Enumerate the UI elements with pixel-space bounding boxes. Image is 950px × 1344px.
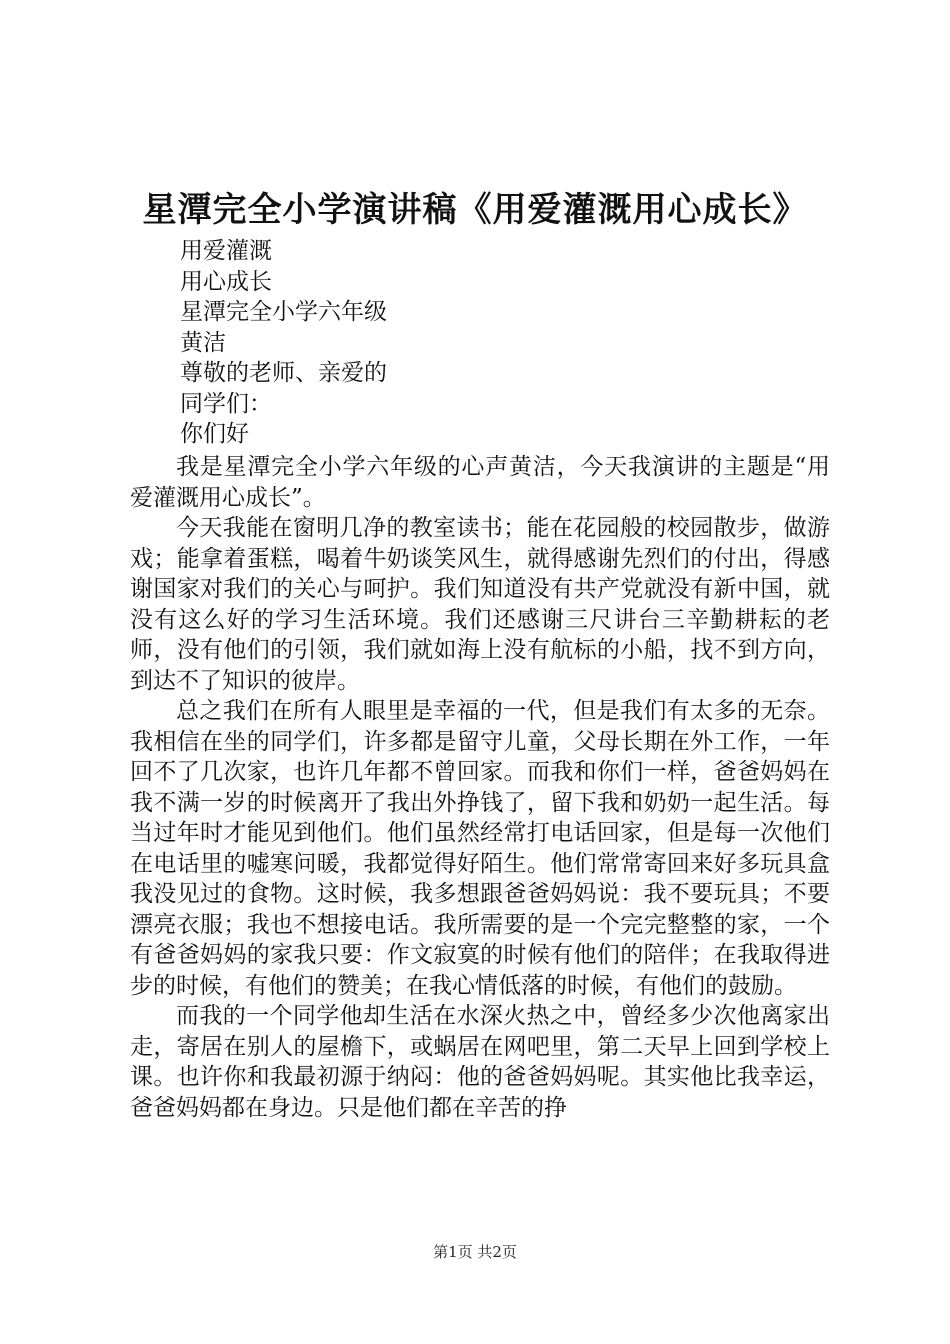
paragraph-gratitude: 今天我能在窗明几净的教室读书；能在花园般的校园散步，做游戏；能拿着蛋糕，喝着牛奶谈笑风生，就得感谢先烈们的付出，得感谢国家对我们的关心与呵护。我们知道没有共产党就没有新中国，就没有这么好的学习生活环境。我们还感谢三尺讲台三辛勤耕耘的老师，没有他们的引领，我们就如海上没有航标的小船，找不到方向，到达不了知识的彼岸。 bbox=[130, 515, 830, 694]
header-line-subtitle-2: 用心成长 bbox=[180, 268, 272, 295]
header-line-author: 黄洁 bbox=[180, 329, 226, 356]
document-title: 星潭完全小学演讲稿《用爱灌溉用心成长》 bbox=[142, 190, 808, 230]
paragraph-left-behind: 总之我们在所有人眼里是幸福的一代，但是我们有太多的无奈。我相信在坐的同学们，许多都是留守儿童，父母长期在外工作，一年回不了几次家，也许几年都不曾回家。而我和你们一样，爸爸妈妈在我不满一岁的时候离开了我出外挣钱了，留下我和奶奶一起生活。每当过年时才能见到他们。他们虽然经常打电话回家，但是每一次他们在电话里的嘘寒问暖，我都觉得好陌生。他们常常寄回来好多玩具盒我没见过的食物。这时候，我多想跟爸爸妈妈说：我不要玩具；不要漂亮衣服；我也不想接电话。我所需要的是一个完完整整的家，一个有爸爸妈妈的家我只要：作文寂寞的时候有他们的陪伴；在我取得进步的时候，有他们的赞美；在我心情低落的时候，有他们的鼓励。 bbox=[130, 698, 830, 999]
header-line-greeting: 你们好 bbox=[180, 421, 249, 447]
speech-body bbox=[130, 452, 830, 1123]
header-line-salutation-2: 同学们： bbox=[180, 390, 272, 417]
page-number: 第1页 共2页 bbox=[433, 1243, 517, 1261]
header-line-salutation-1: 尊敬的老师、亲爱的 bbox=[180, 360, 387, 386]
header-line-subtitle-1: 用爱灌溉 bbox=[180, 238, 272, 264]
header-line-school: 星潭完全小学六年级 bbox=[180, 299, 387, 325]
speech-header bbox=[180, 236, 830, 450]
paragraph-classmate: 而我的一个同学他却生活在水深火热之中，曾经多少次他离家出走，寄居在别人的屋檐下，或蜗居在网吧里，第二天早上回到学校上课。也许你和我最初源于纳闷：他的爸爸妈妈呢。其实他比我幸运，爸爸妈妈都在身边。只是他们都在辛苦的挣 bbox=[130, 1003, 830, 1121]
paragraph-intro: 我是星潭完全小学六年级的心声黄洁，今天我演讲的主题是“用爱灌溉用心成长”。 bbox=[130, 454, 830, 511]
